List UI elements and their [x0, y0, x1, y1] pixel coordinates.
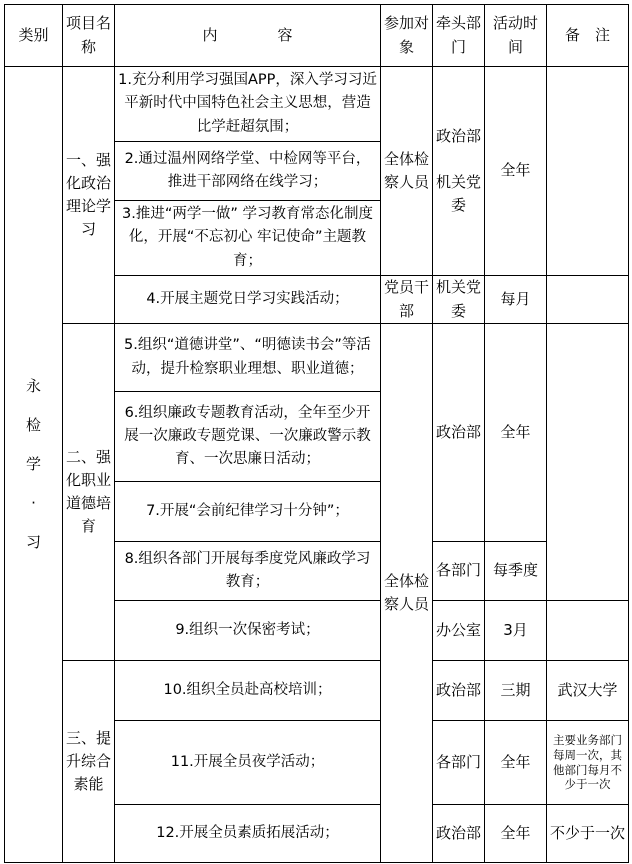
table-row [5, 67, 629, 142]
header-content: 内 容 [115, 5, 381, 67]
lead-dept-cell: 各部门 [433, 721, 485, 805]
lead-dept-cell: 各部门 [433, 542, 485, 601]
lead-dept-cell: 政治部 [433, 805, 485, 863]
group-name-cell: 二、强化职业道德培育 [63, 324, 115, 661]
group-name-cell: 一、强化政治理论学习 [63, 67, 115, 324]
time-cell: 全年 [485, 324, 547, 542]
notes-cell [547, 324, 629, 601]
category-cell: 永 检 学 · 习 [5, 67, 63, 863]
header-category: 类别 [5, 5, 63, 67]
content-cell: 1.充分利用学习强国APP，深入学习习近平新时代中国特色社会主义思想，营造比学赶超氛围； [115, 67, 381, 142]
group-name-cell: 三、提升综合素能 [63, 661, 115, 863]
notes-cell: 武汉大学 [547, 661, 629, 721]
time-cell: 每月 [485, 276, 547, 324]
time-cell: 全年 [485, 721, 547, 805]
content-cell: 10.组织全员赴高校培训； [115, 661, 381, 721]
time-cell: 三期 [485, 661, 547, 721]
time-cell: 全年 [485, 805, 547, 863]
lead-dept-cell: 机关党委 [433, 276, 485, 324]
notes-cell [547, 276, 629, 324]
time-cell: 全年 [485, 67, 547, 276]
content-cell: 9.组织一次保密考试； [115, 601, 381, 661]
table-row [5, 661, 629, 721]
content-cell: 12.开展全员素质拓展活动； [115, 805, 381, 863]
content-cell: 6.组织廉政专题教育活动，全年至少开展一次廉政专题党课、一次廉政警示教育、一次思廉日活动； [115, 392, 381, 482]
participants-cell: 党员干部 [381, 276, 433, 324]
notes-cell: 主要业务部门每周一次，其他部门每月不少于一次 [547, 721, 629, 805]
study-plan-table [4, 4, 629, 863]
content-cell: 11.开展全员夜学活动； [115, 721, 381, 805]
time-cell: 3月 [485, 601, 547, 661]
content-cell: 8.组织各部门开展每季度党风廉政学习教育； [115, 542, 381, 601]
header-time: 活动时间 [485, 5, 547, 67]
notes-cell [547, 67, 629, 276]
notes-cell: 不少于一次 [547, 805, 629, 863]
content-cell: 5.组织“道德讲堂”、“明德读书会”等活动，提升检察职业理想、职业道德； [115, 324, 381, 392]
header-item-name: 项目名称 [63, 5, 115, 67]
content-cell: 7.开展“会前纪律学习十分钟”； [115, 482, 381, 542]
header-participants: 参加对象 [381, 5, 433, 67]
content-cell: 3.推进“两学一做” 学习教育常态化制度化，开展“不忘初心 牢记使命”主题教育； [115, 201, 381, 276]
content-cell: 2.通过温州网络学堂、中检网等平台，推进干部网络在线学习； [115, 142, 381, 201]
notes-cell [547, 601, 629, 661]
participants-cell: 全体检察人员 [381, 324, 433, 863]
lead-dept-cell: 政治部 [433, 324, 485, 542]
lead-dept-cell: 政治部 [433, 661, 485, 721]
table-row [5, 324, 629, 392]
header-row [5, 5, 629, 67]
lead-dept-cell: 办公室 [433, 601, 485, 661]
participants-cell: 全体检察人员 [381, 67, 433, 276]
time-cell: 每季度 [485, 542, 547, 601]
header-lead-dept: 牵头部门 [433, 5, 485, 67]
header-notes: 备 注 [547, 5, 629, 67]
content-cell: 4.开展主题党日学习实践活动； [115, 276, 381, 324]
lead-dept-cell: 政治部 机关党委 [433, 67, 485, 276]
